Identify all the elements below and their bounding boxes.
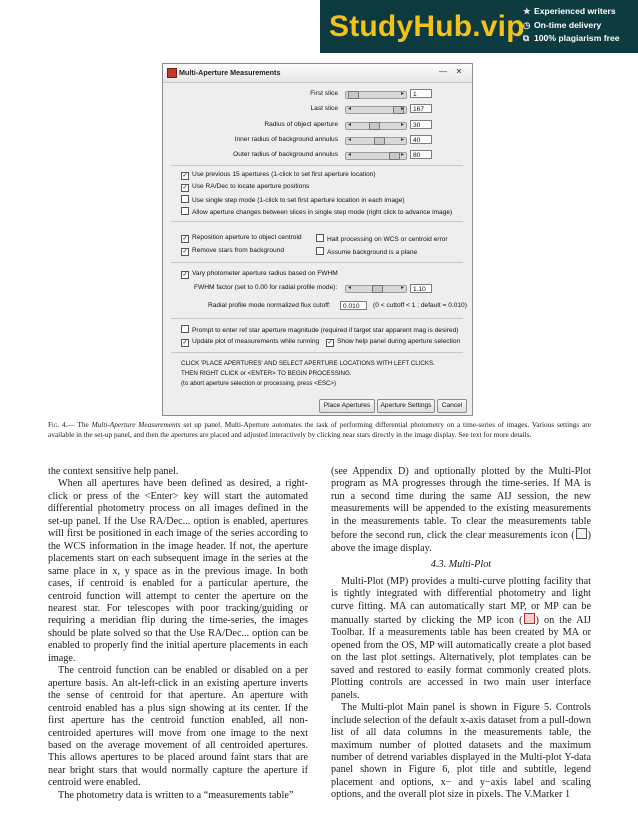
slider-thumb[interactable]	[374, 137, 385, 145]
separator	[171, 262, 463, 263]
separator	[171, 352, 463, 353]
section-heading: 4.3. Multi-Plot	[430, 559, 492, 571]
checkbox-box[interactable]	[181, 195, 189, 203]
paragraph: The centroid function can be enabled or disabled on a per aperture basis. An alt-left-click in an existing aperture inverts the sense of centroid for that aperture. An aperture with centroid enabled has a plus sign showing at its center. If the first aperture has the centroid function enabled, all non-centroided apertures will move from one image to the next based on the average movement of all centroided apertures. This allows apertures to be placed around faint stars that are near bright stars that would normally capture the aperture if centroid were enabled.	[48, 665, 308, 789]
separator	[171, 165, 463, 166]
remove-stars-checkbox[interactable]	[181, 247, 284, 256]
use-previous-apertures-checkbox[interactable]	[181, 171, 376, 180]
aperture-settings-button[interactable]: Aperture Settings	[377, 399, 435, 413]
radial-cutoff-label: Radial profile mode normalized flux cutoff:	[208, 302, 331, 309]
checkbox-label: Halt processing on WCS or centroid error	[327, 236, 448, 243]
minimize-button[interactable]: —	[439, 67, 447, 76]
checkbox-label: Show help panel during aperture selection	[337, 338, 461, 345]
checkbox-box[interactable]	[316, 234, 324, 242]
figure-number: Fig. 4.—	[48, 420, 75, 429]
update-plot-checkbox[interactable]	[181, 338, 319, 347]
single-step-checkbox[interactable]	[181, 195, 405, 204]
checkbox-box[interactable]: ✓	[182, 340, 188, 346]
separator	[171, 318, 463, 319]
slider-thumb[interactable]	[372, 285, 383, 293]
paragraph-text: Multi-Plot (MP) provides a multi-curve plotting facility that is tightly integrated with differential photometry and light curve fitting. MA can automatically start MP, or MP can be manually started by clicking the MP icon (	[331, 575, 591, 626]
paragraph: The photometry data is written to a “measurements table”	[58, 789, 294, 801]
last-slice-field[interactable]: 167	[410, 104, 432, 113]
fwhm-factor-slider[interactable]: ◂ ▸	[345, 285, 407, 293]
checkbox-label: Remove stars from background	[192, 247, 284, 254]
first-slice-slider[interactable]: ▸	[345, 91, 407, 99]
right-column	[331, 466, 591, 802]
paragraph-text: ) on the AIJ Toolbar. If a measurements table has been created by MA or opened from the OS, MP will automatically create a plot based on the last plot settings. Alternatively, plot templates can be saved and restored to easily format commonly created plots. Plotting controls are accessed in two main user interface panels.	[331, 614, 591, 701]
halt-processing-checkbox[interactable]	[316, 234, 448, 243]
radial-cutoff-hint: (0 < cuttoff < 1 ; default = 0.010)	[373, 302, 467, 309]
banner-feature-text: 100% plagiarism free	[534, 33, 620, 43]
paragraph: The Multi-plot Main panel is shown in Figure 5. Controls include selection of the default x-axis dataset from a pull-down list of all data columns in the measurements table, the maximum number of plotted datasets and the maximum number of detrend variables displayed in the Multi-plot Y-data panel shown in Figure 6, plot title and subtitle, legend placement and options, x− and y−axis label and scaling options, and the overall plot size in pixels. The V.Marker 1	[331, 702, 591, 801]
use-radec-checkbox[interactable]	[181, 183, 309, 192]
aperture-radius-slider[interactable]: ◂ ▸	[345, 122, 407, 130]
multi-plot-icon	[524, 613, 535, 624]
show-help-checkbox[interactable]	[326, 338, 460, 347]
reposition-centroid-checkbox[interactable]	[181, 234, 302, 243]
first-slice-field[interactable]: 1	[410, 89, 432, 98]
outer-annulus-label: Outer radius of background annulus	[233, 151, 338, 158]
paragraph: the context sensitive help panel.	[48, 466, 179, 477]
paragraph	[331, 576, 591, 703]
prompt-ref-magnitude-checkbox[interactable]	[181, 325, 458, 334]
caption-text: set up panel. Multi-Aperture automates the task of performing differential photometry on a time-series of images. Various settings are available in the set-up panel, and then the apertures are placed and adjusted interactively by clicking near stars directly in the image display. See text for more details.	[48, 420, 591, 439]
place-apertures-button[interactable]: Place Apertures	[319, 399, 375, 413]
checkbox-box[interactable]: ✓	[182, 272, 188, 278]
caption-emphasis: Multi-Aperture Measurements	[91, 420, 181, 429]
close-button[interactable]: ✕	[455, 67, 463, 76]
studyhub-banner[interactable]	[320, 0, 638, 53]
paragraph: When all apertures have been defined as desired, a right-click or press of the <Enter> key will start the automated differential photometry process on all images defined in the set-up panel. If the Use RA/Dec... option is enabled, apertures will first be positioned in each image of the series according to the WCS information in the image header. If not, the aperture placements start on each subsequent image in the series at the same place in x, y space as in the previous image. In both cases, if centroid is enabled for a particular aperture, the centroid function will attempt to center the aperture on the nearest star. For telescopes with poor tracking/guiding or requiring a meridian flip during the time-series, the images should be plate solved so that the Use RA/Dec... option can be enabled to properly find the initial aperture placements in each image.	[48, 478, 308, 664]
checkbox-label: Use previous 15 apertures (1-click to set first aperture location)	[192, 171, 376, 178]
dialog-title: Multi-Aperture Measurements	[179, 68, 281, 77]
background-plane-checkbox[interactable]	[316, 247, 417, 256]
slider-thumb[interactable]	[348, 91, 359, 99]
first-slice-label: First slice	[310, 90, 338, 97]
checkbox-box[interactable]: ✓	[182, 236, 188, 242]
paragraph	[331, 466, 591, 555]
instruction-line: THEN RIGHT CLICK or <ENTER> TO BEGIN PROCESSING.	[181, 370, 352, 377]
banner-feature	[523, 5, 620, 19]
checkbox-label: Reposition aperture to object centroid	[192, 234, 302, 241]
banner-feature-text: On-time delivery	[534, 19, 602, 30]
checkbox-label: Assume background is a plane	[327, 249, 418, 256]
aperture-radius-label: Radius of object aperture	[264, 121, 338, 128]
checkbox-box[interactable]: ✓	[182, 173, 188, 179]
slider-thumb[interactable]	[369, 122, 380, 130]
instruction-line: CLICK 'PLACE APERTURES' AND SELECT APERTURE LOCATIONS WITH LEFT CLICKS.	[181, 360, 435, 367]
last-slice-label: Last slice	[310, 105, 338, 112]
banner-feature-list	[523, 5, 620, 46]
clear-measurements-icon	[576, 528, 587, 539]
clock-icon: ◷	[523, 19, 531, 30]
allow-aperture-changes-checkbox[interactable]	[181, 207, 452, 216]
checkbox-label: Vary photometer aperture radius based on FWHM	[192, 270, 338, 277]
checkbox-box[interactable]: ✓	[182, 185, 188, 191]
checkbox-box[interactable]	[181, 207, 189, 215]
fwhm-factor-field[interactable]: 1.10	[410, 284, 432, 293]
separator	[171, 221, 463, 222]
inner-annulus-label: Inner radius of background annulus	[234, 136, 338, 143]
inner-annulus-field[interactable]: 40	[410, 135, 432, 144]
studyhub-logo[interactable]: StudyHub.vip	[320, 0, 513, 53]
outer-annulus-slider[interactable]: ◂ ▸	[345, 152, 407, 160]
copy-icon: ⧉	[523, 33, 530, 43]
star-icon: ★	[523, 6, 531, 16]
figure-caption	[48, 420, 591, 440]
last-slice-slider[interactable]: ◂ ▸	[345, 106, 407, 114]
multi-aperture-dialog	[162, 63, 473, 416]
radial-cutoff-field[interactable]: 0.010	[340, 301, 367, 310]
paragraph-text: (see Appendix D) and optionally plotted by the Multi-Plot program as MA progresses through the time-series. If MA is run a second time during the same AIJ session, the new measurements will be appended to the existing measurements in the measurements table. To clear the measurements table before the second run, click the clear measurements icon (	[331, 466, 591, 542]
paragraph-text: ) above the image display.	[331, 530, 591, 554]
banner-feature	[523, 32, 620, 46]
slider-thumb[interactable]	[389, 152, 400, 160]
app-icon	[167, 68, 177, 78]
checkbox-box[interactable]	[181, 325, 189, 333]
outer-annulus-field[interactable]: 80	[410, 150, 432, 159]
cancel-button[interactable]: Cancel	[437, 399, 467, 413]
checkbox-box[interactable]: ✓	[327, 340, 333, 346]
banner-feature	[523, 19, 620, 33]
vary-fwhm-checkbox[interactable]	[181, 270, 338, 279]
instruction-line: (to abort aperture selection or processing, press <ESC>)	[181, 380, 337, 387]
checkbox-label: Update plot of measurements while running	[192, 338, 320, 345]
caption-text: The	[74, 420, 92, 429]
fwhm-factor-label: FWHM factor (set to 0.00 for radial profile mode):	[194, 284, 338, 291]
inner-annulus-slider[interactable]: ◂ ▸	[345, 137, 407, 145]
aperture-radius-field[interactable]: 30	[410, 120, 432, 129]
checkbox-box[interactable]: ✓	[182, 249, 188, 255]
left-column	[48, 466, 308, 802]
checkbox-label: Use single step mode (1-click to set first aperture location in each image)	[192, 197, 405, 204]
dialog-titlebar[interactable]	[163, 64, 472, 83]
checkbox-box[interactable]	[316, 247, 324, 255]
checkbox-label: Allow aperture changes between slices in single step mode (right click to advance image)	[192, 209, 453, 216]
checkbox-label: Use RA/Dec to locate aperture positions	[192, 183, 310, 190]
banner-feature-text: Experienced writers	[534, 6, 616, 16]
checkbox-label: Prompt to enter ref star aperture magnitude (required if target star apparent mag is desired)	[192, 327, 459, 334]
